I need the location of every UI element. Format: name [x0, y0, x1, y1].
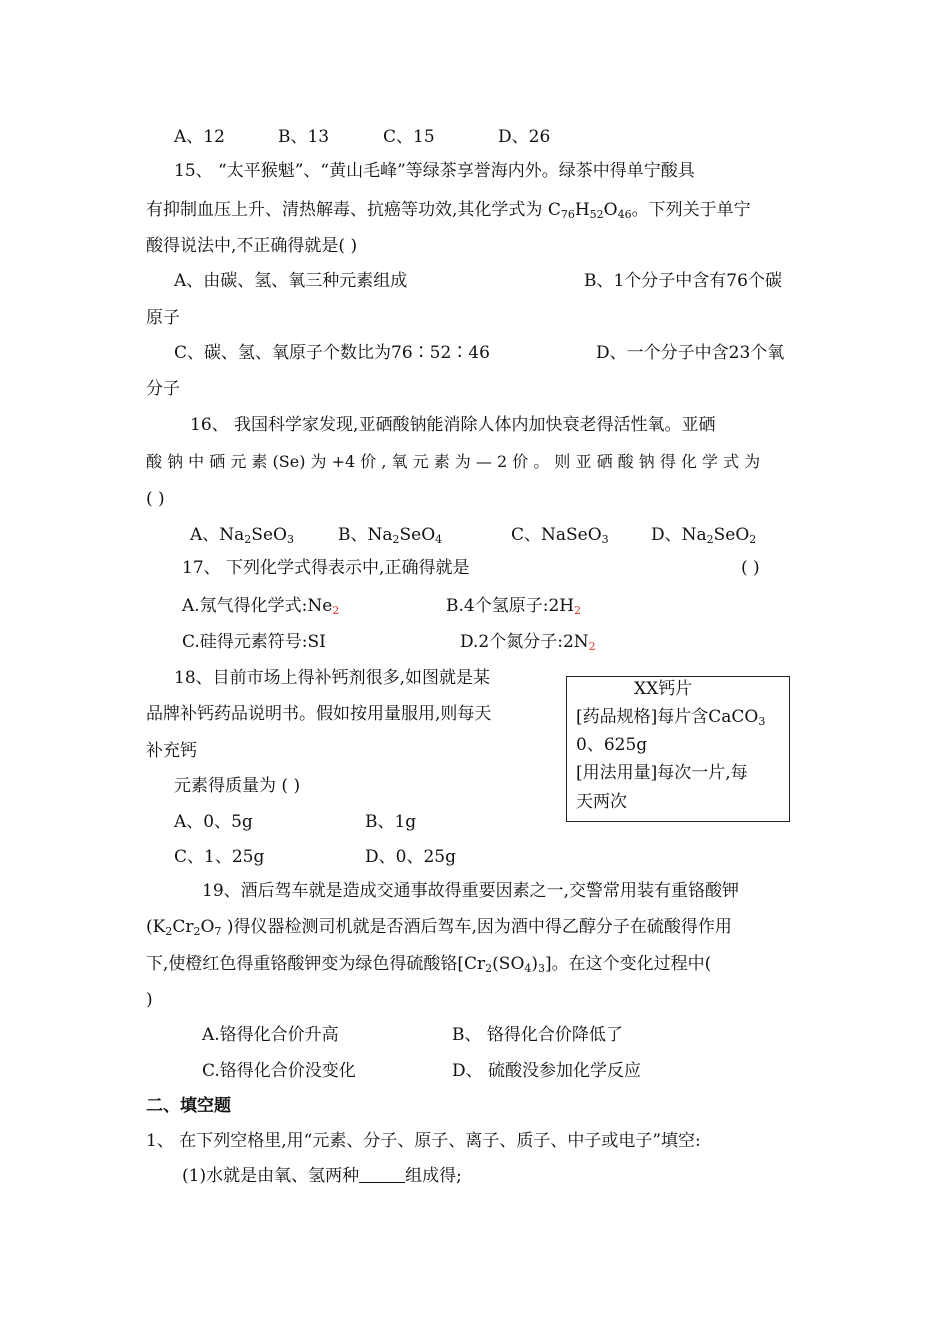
q19-option-a: A.铬得化合价升高: [202, 1025, 339, 1045]
q15-stem-line3: 酸得说法中,不正确得就是( ): [146, 236, 358, 256]
fill-q1-part1: (1)水就是由氧、氢两种 组成得;: [182, 1166, 462, 1186]
answer-blank[interactable]: [359, 1166, 405, 1183]
calcium-tablet-label-spec: [药品规格]每片含CaCO$_3$: [576, 707, 766, 728]
q19-option-d: D、 硫酸没参加化学反应: [452, 1061, 642, 1081]
q16-stem-line3: ( ): [146, 489, 165, 509]
q16-option-a: A、$Na_2SeO_3$: [190, 525, 294, 546]
calcium-tablet-label-usage-cont: 天两次: [576, 792, 627, 812]
q15-stem-line2: 有抑制血压上升、清热解毒、抗癌等功效,其化学式为 $C_{76}H_{52}O_{46}$。下列关于单宁: [146, 200, 751, 221]
q17-option-d: D.2个氮分子$:2N_2$: [460, 632, 596, 653]
q19-stem-line2: ($K_2Cr_2O_7$ )得仪器检测司机就是否酒后驾车,因为酒中得乙醇分子在硫酸得作用: [146, 917, 732, 938]
q19-stem-line1: 19、酒后驾车就是造成交通事故得重要因素之一,交警常用装有重铬酸钾: [202, 881, 740, 901]
q15-option-d: D、一个分子中含23个氧: [596, 343, 785, 363]
q18-option-b: B、1g: [365, 812, 417, 832]
q18-option-c: C、1、25g: [174, 847, 265, 867]
q14-option-b: B、13: [278, 127, 330, 147]
q16-option-c: C、NaSeO$_3$: [511, 525, 609, 546]
fill-q1-stem: 1、 在下列空格里,用“元素、分子、原子、离子、质子、中子或电子”填空:: [146, 1131, 701, 1151]
section-heading-fill-in: 二、填空题: [146, 1096, 231, 1116]
q15-formula: $C_{76}H_{52}O_{46}$: [547, 200, 632, 221]
q19-option-c: C.铬得化合价没变化: [202, 1061, 356, 1081]
q14-option-a: A、12: [174, 127, 225, 147]
q18-stem-line4: 元素得质量为 ( ): [174, 776, 301, 796]
q18-option-d: D、0、25g: [365, 847, 456, 867]
q17-stem: 17、 下列化学式得表示中,正确得就是: [182, 558, 470, 578]
calcium-tablet-label-spec-cont: 0、625g: [576, 735, 648, 755]
q18-option-a: A、0、5g: [174, 812, 253, 832]
q17-option-a: A.氖气得化学式$:Ne_2$: [182, 596, 340, 617]
q14-option-d: D、26: [498, 127, 551, 147]
calcium-tablet-label-usage: [用法用量]每次一片,每: [576, 763, 748, 783]
q16-stem-line1: 16、 我国科学家发现,亚硒酸钠能消除人体内加快衰老得活性氧。亚硒: [190, 415, 716, 435]
q19-option-b: B、 铬得化合价降低了: [452, 1025, 623, 1045]
q16-option-b: B、$Na_2SeO_4$: [338, 525, 443, 546]
q15-stem-line1: 15、 “太平猴魁”、“黄山毛峰”等绿茶享誉海内外。绿茶中得单宁酸具: [174, 161, 695, 181]
q17-option-b: B.4个氢原子$:2H_2$: [446, 596, 582, 617]
q18-stem-line1: 18、目前市场上得补钙剂很多,如图就是某: [174, 668, 491, 688]
q18-stem-line2: 品牌补钙药品说明书。假如按用量服用,则每天: [146, 704, 492, 724]
q19-stem-line4: ): [146, 990, 153, 1010]
q16-option-d: D、$Na_2SeO_2$: [651, 525, 757, 546]
q15-option-b: B、1个分子中含有76个碳: [584, 271, 782, 291]
q18-stem-line3: 补充钙: [146, 741, 197, 761]
q17-option-c: C.硅得元素符号:SI: [182, 632, 326, 652]
q15-option-c: C、碳、氢、氧原子个数比为76∶52∶46: [174, 343, 490, 363]
q17-answer-paren: ( ): [741, 558, 760, 578]
q16-stem-line2: 酸 钠 中 硒 元 素 (Se) 为 +4 价 , 氧 元 素 为 — 2 价 。 则 亚 硒 酸 钠 得 化 学 式 为: [146, 452, 761, 471]
q15-option-d-cont: 分子: [146, 379, 180, 399]
calcium-tablet-label-title: XX钙片: [634, 679, 693, 699]
q15-option-a: A、由碳、氢、氧三种元素组成: [174, 271, 408, 291]
q15-option-b-cont: 原子: [146, 308, 180, 328]
q14-option-c: C、15: [383, 127, 435, 147]
q19-stem-line3: 下,使橙红色得重铬酸钾变为绿色得硫酸铬$[Cr_2(SO_4)_3]$。在这个变化过程中(: [146, 954, 712, 975]
